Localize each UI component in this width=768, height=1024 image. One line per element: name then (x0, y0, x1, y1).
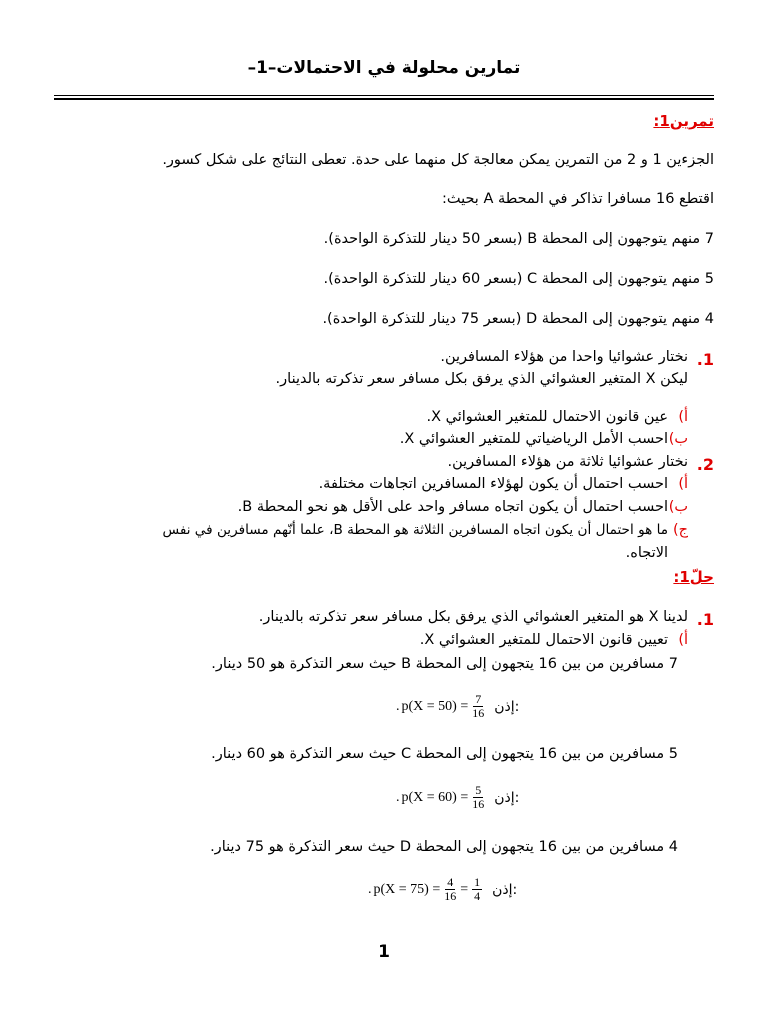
question-1b-text: احسب الأمل الرياضياتي للمتغير العشوائي X. (399, 431, 668, 447)
exercise-intro: الجزءين 1 و 2 من التمرين يمكن معالجة كل منهما على حدة. تعطى النتائج على شكل كسور. (162, 152, 714, 168)
question-1a-label: أ) (678, 409, 688, 425)
question-1a-text: عين قانون الاحتمال للمتغير العشوائي X. (426, 409, 668, 425)
group-line: 4 منهم يتوجهون إلى المحطة D (بسعر 75 دينار للتذكرة الواحدة). (322, 311, 714, 327)
group-line: 7 منهم يتوجهون إلى المحطة B (بسعر 50 دينار للتذكرة الواحدة). (323, 231, 714, 247)
solution-1-text: لدينا X هو المتغير العشوائي الذي يرفق بكل مسافر سعر تذكرته بالدينار. (258, 609, 688, 625)
solution-line: 7 مسافرين من بين 16 يتجهون إلى المحطة B حيث سعر التذكرة هو 50 دينار. (211, 656, 678, 672)
question-1b-label: ب) (668, 431, 688, 447)
solution-1-number: .1 (696, 610, 714, 629)
question-2-text: نختار عشوائيا ثلاثة من هؤلاء المسافرين. (447, 454, 688, 470)
solution-line: 5 مسافرين من بين 16 يتجهون إلى المحطة C حيث سعر التذكرة هو 60 دينار. (211, 746, 678, 762)
question-2-number: .2 (696, 455, 714, 474)
title-rule-thick (54, 98, 714, 100)
page-number: 1 (378, 942, 390, 962)
question-2c-label: ج) (672, 522, 688, 538)
group-line: 5 منهم يتوجهون إلى المحطة C (بسعر 60 دينار للتذكرة الواحدة). (323, 271, 714, 287)
fraction: $\frac{1}{4}$ (474, 875, 481, 903)
solution-heading: حلّ1: (673, 568, 714, 586)
question-2a-label: أ) (678, 476, 688, 492)
solution-line: 4 مسافرين من بين 16 يتجهون إلى المحطة D حيث سعر التذكرة هو 75 دينار. (210, 839, 678, 855)
solution-1a-text: تعيين قانون الاحتمال للمتغير العشوائي X. (419, 632, 668, 648)
exercise-cut-line: اقتطع 16 مسافرا تذاكر في المحطة A بحيث: (441, 191, 714, 207)
question-1-number: .1 (696, 350, 714, 369)
question-2a-text: احسب احتمال أن يكون لهؤلاء المسافرين اتجاهات مختلفة. (318, 476, 668, 492)
question-2c-text: ما هو احتمال أن يكون اتجاه المسافرين الثلاثة هو المحطة B، علما أنّهم مسافرين في نفس (162, 522, 668, 538)
question-2c-text-continued: الاتجاه. (625, 545, 668, 561)
question-2b-text: احسب احتمال أن يكون اتجاه مسافر واحد على الأقل هو نحو المحطة B. (237, 499, 668, 515)
probability-equation: . p(X = 60) = $\frac{5}{16}$ إذن: (396, 783, 520, 811)
page-title: تمارين محلولة في الاحتمالات–1– (247, 58, 521, 78)
exercise-heading: تمرين1: (653, 112, 714, 130)
fraction: $\frac{4}{16}$ (444, 875, 457, 903)
solution-1a-label: أ) (678, 632, 688, 648)
question-1-let: ليكن X المتغير العشوائي الذي يرفق بكل مسافر سعر تذكرته بالدينار. (275, 371, 688, 387)
question-2b-label: ب) (668, 499, 688, 515)
question-1-text: نختار عشوائيا واحدا من هؤلاء المسافرين. (440, 349, 688, 365)
probability-equation: . p(X = 50) = $\frac{7}{16}$ إذن: (396, 692, 520, 720)
fraction: $\frac{7}{16}$ (472, 692, 485, 720)
title-rule-thin (54, 95, 714, 96)
fraction: $\frac{5}{16}$ (472, 783, 485, 811)
probability-equation: . p(X = 75) = $\frac{4}{16}$ = $\frac{1}{4}$ إذن: (368, 875, 518, 903)
